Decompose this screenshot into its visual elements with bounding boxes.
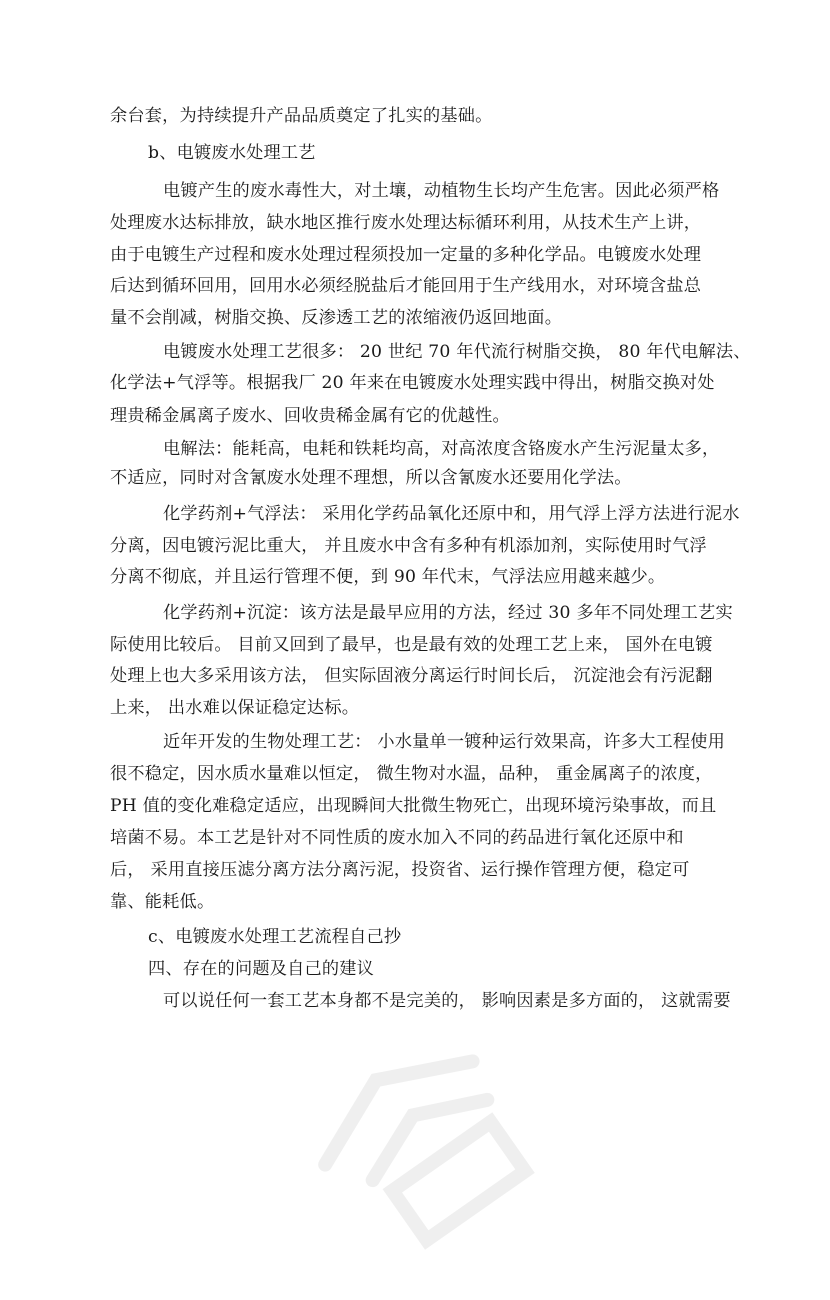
text-line: 由于电镀生产过程和废水处理过程须投加一定量的多种化学品。电镀废水处理 (110, 245, 702, 265)
text-line: 电镀产生的废水毒性大，对土壤，动植物生长均产生危害。因此必须严格 (163, 181, 720, 201)
text-line: 处理上也大多采用该方法， 但实际固液分离运行时间长后， 沉淀池会有污泥翻 (110, 666, 713, 686)
text-line: 后达到循环回用，回用水必须经脱盐后才能回用于生产线用水，对环境含盐总 (110, 276, 702, 296)
text-line: 分离，因电镀污泥比重大， 并且废水中含有多种有机添加剂，实际使用时气浮 (110, 536, 707, 556)
text-line: 可以说任何一套工艺本身都不是完美的， 影响因素是多方面的， 这就需要 (163, 991, 731, 1011)
text-line: 化学药剂+气浮法： 采用化学药品氧化还原中和，用气浮上浮方法进行泥水 (163, 504, 740, 524)
text-line: 近年开发的生物处理工艺： 小水量单一镀种运行效果高，许多大工程使用 (163, 732, 726, 752)
text-line: 电解法：能耗高，电耗和铁耗均高，对高浓度含铬废水产生污泥量太多， (163, 439, 720, 459)
text-line: 化学法+气浮等。根据我厂 20 年来在电镀废水处理实践中得出，树脂交换对处 (110, 373, 715, 393)
watermark-logo (266, 984, 594, 1297)
text-line: 化学药剂+沉淀：该方法是最早应用的方法，经过 30 多年不同处理工艺实 (163, 603, 733, 623)
text-line: 理贵稀金属离子废水、回收贵稀金属有它的优越性。 (110, 406, 510, 426)
text-line: 际使用比较后。 目前又回到了最早，也是最有效的处理工艺上来， 国外在电镀 (110, 635, 713, 655)
section-heading-b: b、电镀废水处理工艺 (148, 143, 316, 163)
text-line: 靠、能耗低。 (110, 892, 215, 912)
text-line: 处理废水达标排放，缺水地区推行废水处理达标循环利用，从技术生产上讲， (110, 213, 702, 233)
text-line: 分离不彻底，并且运行管理不便，到 90 年代末，气浮法应用越来越少。 (110, 567, 666, 587)
section-heading-c: c、电镀废水处理工艺流程自己抄 (148, 927, 402, 947)
text-line: 电镀废水处理工艺很多： 20 世纪 70 年代流行树脂交换， 80 年代电解法、 (163, 342, 751, 362)
text-line: 量不会削减，树脂交换、反渗透工艺的浓缩液仍返回地面。 (110, 308, 563, 328)
text-line: PH 值的变化难稳定适应，出现瞬间大批微生物死亡，出现环境污染事故，而且 (110, 796, 717, 816)
text-line: 很不稳定，因水质水量难以恒定， 微生物对水温，品种， 重金属离子的浓度， (110, 764, 713, 784)
text-line: 余台套，为持续提升产品品质奠定了扎实的基础。 (110, 106, 493, 126)
text-line: 不适应，同时对含氰废水处理不理想，所以含氰废水还要用化学法。 (110, 468, 632, 488)
text-line: 后， 采用直接压滤分离方法分离污泥，投资省、运行操作管理方便，稳定可 (110, 860, 690, 880)
text-line: 上来， 出水难以保证稳定达标。 (110, 698, 360, 718)
section-heading-four: 四、存在的问题及自己的建议 (148, 959, 375, 979)
text-line: 培菌不易。本工艺是针对不同性质的废水加入不同的药品进行氧化还原中和 (110, 828, 684, 848)
